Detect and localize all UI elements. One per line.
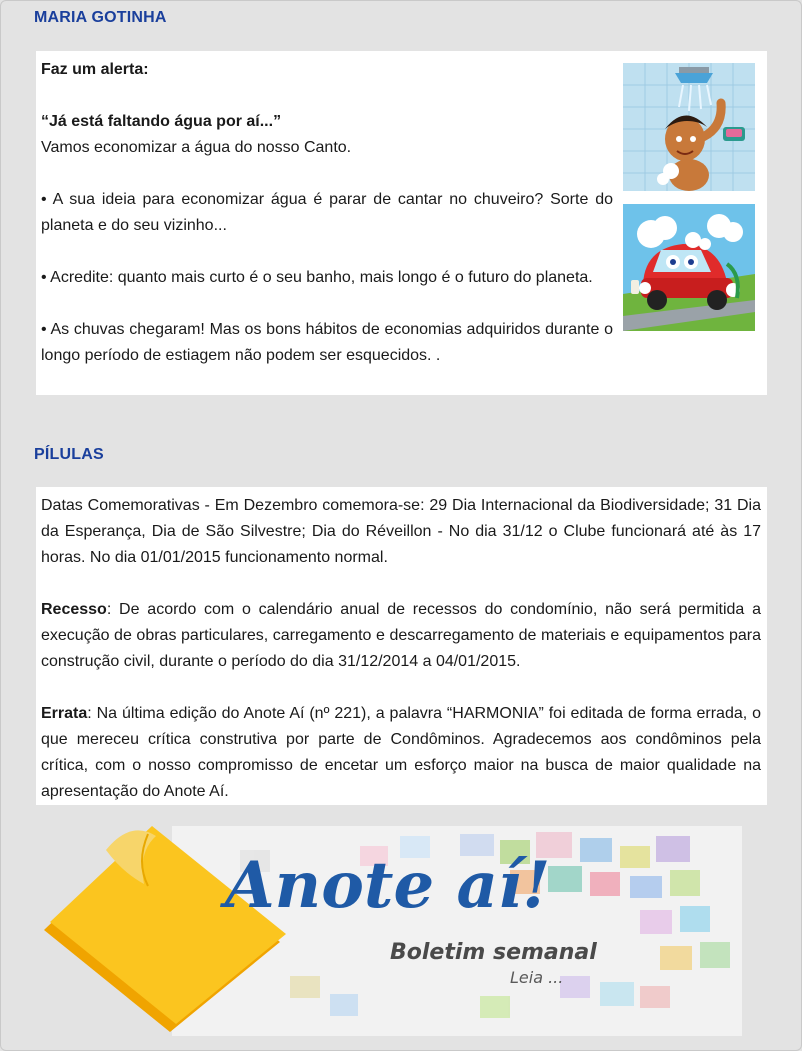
section-heading-pilulas: PÍLULAS (34, 446, 104, 463)
pilulas-text (41, 493, 761, 805)
alert-line: Faz um alerta: (41, 61, 149, 78)
quote-line: “Já está faltando água por aí...” (41, 113, 282, 130)
bullet-item: • A sua ideia para economizar água é parar de cantar no chuveiro? Sorte do planeta e do seu vizinho... (41, 191, 613, 234)
shower-boy-image (623, 63, 755, 191)
pilulas-box (36, 487, 767, 805)
intro-line: Vamos economizar a água do nosso Canto. (41, 139, 352, 156)
errata-paragraph (41, 701, 761, 805)
section-heading-maria-gotinha: MARIA GOTINHA (34, 9, 167, 26)
recesso-paragraph (41, 597, 761, 675)
recesso-label: Recesso (41, 601, 107, 618)
car-wash-image (623, 204, 755, 331)
banner-tagline: Leia ... (510, 968, 564, 987)
errata-label: Errata (41, 705, 88, 722)
bullet-item: • Acredite: quanto mais curto é o seu banho, mais longo é o futuro do planeta. (41, 269, 593, 286)
datas-comemorativas-paragraph: Datas Comemorativas - Em Dezembro comemora-se: 29 Dia Internacional da Biodiversidade; 31 Dia da Esperança, Dia de São Silvestre; Dia do Réveillon - No dia 31/12 o Clube funcionará até às 17 horas. No dia 01/01/2015 funcionamento normal. (41, 497, 761, 566)
anote-ai-logo: Anote aí! (225, 848, 551, 923)
bullet-item: • As chuvas chegaram! Mas os bons hábitos de economias adquiridos durante o longo período de estiagem não podem ser esquecidos. . (41, 321, 613, 364)
recesso-text: : De acordo com o calendário anual de recessos do condomínio, não será permitida a execução de obras particulares, carregamento e descarregamento de materiais e equipamentos para construção civil, durante o período do dia 31/12/2014 a 04/01/2015. (41, 601, 761, 670)
errata-text: : Na última edição do Anote Aí (nº 221), a palavra “HARMONIA” foi editada de forma errada, o que mereceu crítica construtiva por parte de Condôminos. Agradecemos aos condôminos pela crítica, com o nosso compromisso de encetar um esforço maior na busca de maior qualidade na apresentação do Anote Aí. (41, 705, 761, 800)
anote-ai-banner (40, 826, 742, 1036)
banner-subtitle: Boletim semanal (390, 940, 597, 965)
maria-gotinha-box (36, 51, 767, 395)
maria-gotinha-text (41, 57, 613, 369)
